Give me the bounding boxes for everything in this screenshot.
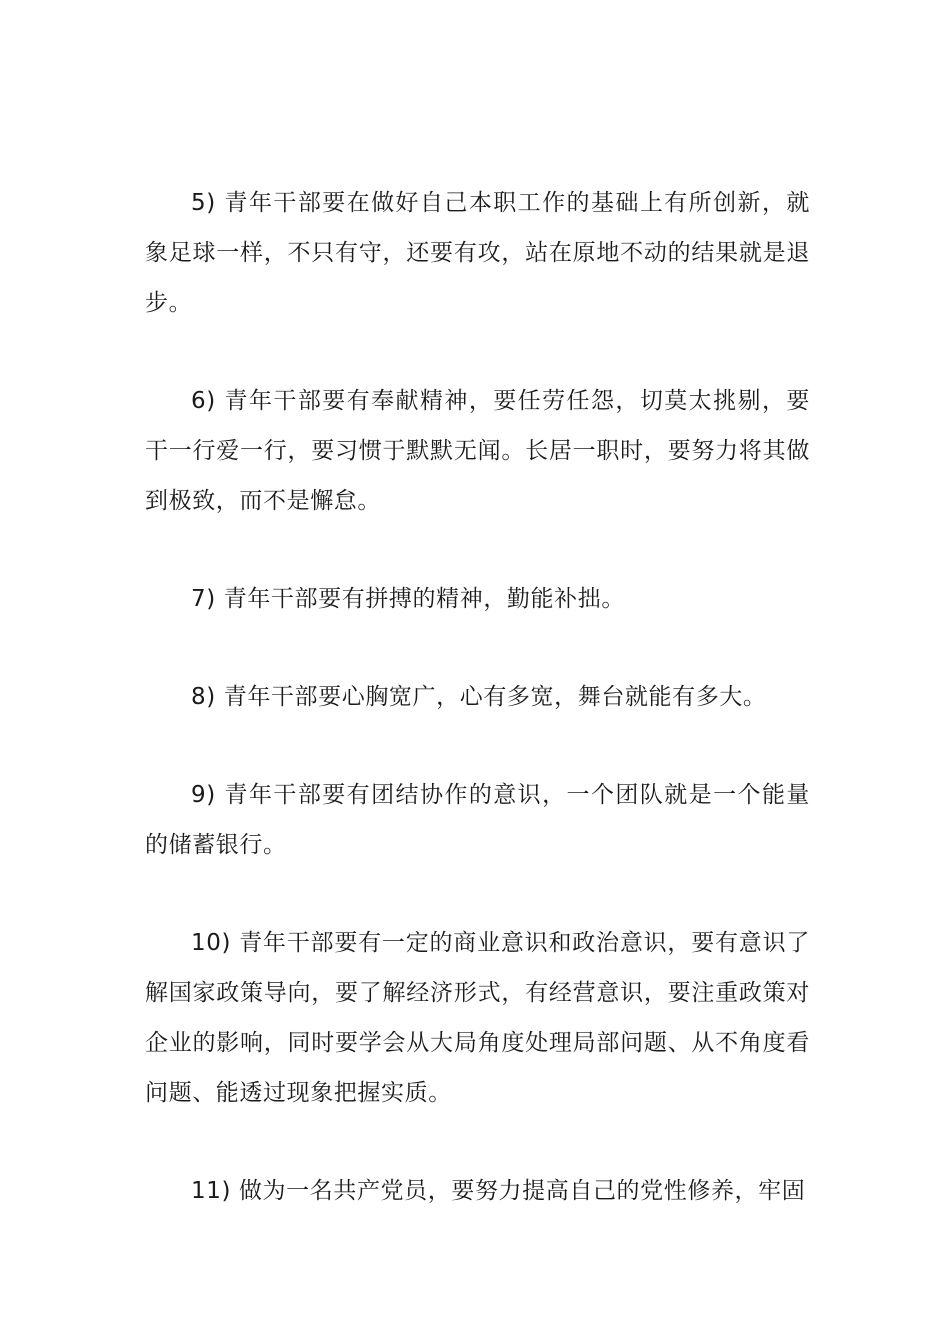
paragraph-7: 7) 青年干部要有拼搏的精神，勤能补拙。 xyxy=(191,586,625,612)
paragraph-9: 9) 青年干部要有团结协作的意识，一个团队就是一个能量的储蓄银行。 xyxy=(145,782,810,858)
paragraph-11: 11) 做为一名共产党员，要努力提高自己的党性修养，牢固 xyxy=(191,1178,806,1204)
paragraph-8: 8) 青年干部要心胸宽广，心有多宽，舞台就能有多大。 xyxy=(191,684,767,710)
paragraph-10: 10) 青年干部要有一定的商业意识和政治意识，要有意识了解国家政策导向，要了解经济形式，有经营意识，要注重政策对企业的影响，同时要学会从大局角度处理局部问题、从不角度看问题、能透过现象把握实质。 xyxy=(145,930,810,1106)
paragraph-5: 5) 青年干部要在做好自己本职工作的基础上有所创新，就象足球一样，不只有守，还要有攻，站在原地不动的结果就是退步。 xyxy=(145,190,810,316)
paragraph-6: 6) 青年干部要有奉献精神，要任劳任怨，切莫太挑剔，要干一行爱一行，要习惯于默默无闻。长居一职时，要努力将其做到极致，而不是懈怠。 xyxy=(145,388,810,514)
document-page xyxy=(145,178,810,1216)
